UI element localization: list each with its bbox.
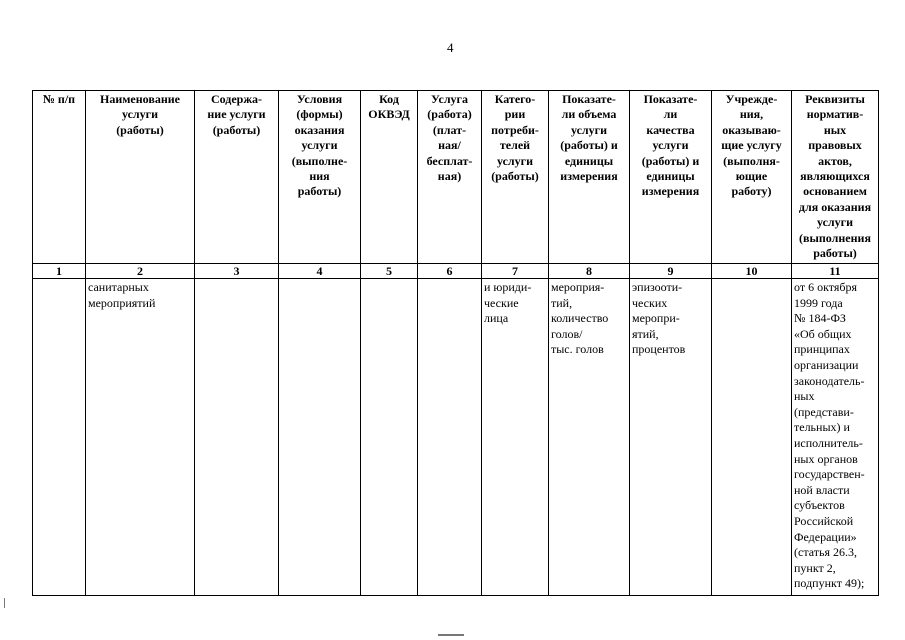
header-cell-quality-indicators xyxy=(630,91,712,264)
header-text: Учрежде- ния, оказываю- щие услугу (выполня- ющие работу) xyxy=(721,92,782,199)
header-cell-service-content xyxy=(195,91,279,264)
cell-volume-indicators xyxy=(549,279,630,596)
scan-artifact xyxy=(4,598,5,608)
column-number: 3 xyxy=(195,264,279,279)
header-text: Наименование услуги (работы) xyxy=(100,92,180,137)
page-number: 4 xyxy=(447,40,454,55)
cell-service-name xyxy=(86,279,195,596)
cell-quality-indicators xyxy=(630,279,712,596)
cell-institutions xyxy=(712,279,792,596)
column-number: 9 xyxy=(630,264,712,279)
column-number: 1 xyxy=(33,264,86,279)
header-text: № п/п xyxy=(42,92,76,106)
header-text: Реквизиты норматив- ных правовых актов, являющихся основанием для оказания услуги (выполнения работы) xyxy=(798,92,872,261)
cell-text: санитарных мероприятий xyxy=(88,280,156,310)
column-number: 2 xyxy=(86,264,195,279)
header-cell-institutions xyxy=(712,91,792,264)
header-text: Показате- ли качества услуги (работы) и единицы измерения xyxy=(641,92,700,199)
services-table xyxy=(32,90,879,596)
table-row xyxy=(33,279,879,596)
cell-conditions xyxy=(279,279,361,596)
cell-text: от 6 октября 1999 года № 184-ФЗ «Об общих принципах организации законодатель- ных (представи- тельных) и исполнитель- ных органов государствен- ной власти субъектов Российской Федерации» (статья 26.3, пункт 2, подпункт 49); xyxy=(794,280,865,591)
header-cell-legal-acts xyxy=(792,91,879,264)
header-cell-okved xyxy=(361,91,418,264)
header-text: Услуга (работа) (плат- ная/ бесплат- ная) xyxy=(426,92,473,184)
column-number: 5 xyxy=(361,264,418,279)
cell-paid-free xyxy=(418,279,482,596)
header-text: Содержа- ние услуги (работы) xyxy=(207,92,266,137)
header-cell-consumer-categories xyxy=(482,91,549,264)
cell-text: мероприя- тий, количество голов/ тыс. голов xyxy=(551,280,609,357)
header-text: Код ОКВЭД xyxy=(368,92,410,122)
scan-artifact xyxy=(438,634,464,636)
column-number: 10 xyxy=(712,264,792,279)
cell-text: эпизооти- ческих меропри- ятий, процентов xyxy=(632,280,686,357)
header-cell-number xyxy=(33,91,86,264)
header-cell-paid-free xyxy=(418,91,482,264)
header-text: Катего- рии потреби- телей услуги (работы) xyxy=(491,92,539,184)
header-cell-conditions xyxy=(279,91,361,264)
column-number: 11 xyxy=(792,264,879,279)
cell-text: и юриди- ческие лица xyxy=(484,280,532,326)
header-cell-service-name xyxy=(86,91,195,264)
column-number: 8 xyxy=(549,264,630,279)
column-number: 4 xyxy=(279,264,361,279)
header-text: Показате- ли объема услуги (работы) и единицы измерения xyxy=(560,92,618,184)
cell-consumer-categories xyxy=(482,279,549,596)
header-text: Условия (формы) оказания услуги (выполне- ния работы) xyxy=(291,92,348,199)
cell-legal-acts xyxy=(792,279,879,596)
column-number: 6 xyxy=(418,264,482,279)
header-row xyxy=(33,91,879,264)
column-number-row xyxy=(33,264,879,279)
column-number: 7 xyxy=(482,264,549,279)
cell-service-content xyxy=(195,279,279,596)
cell-number xyxy=(33,279,86,596)
header-cell-volume-indicators xyxy=(549,91,630,264)
cell-okved xyxy=(361,279,418,596)
